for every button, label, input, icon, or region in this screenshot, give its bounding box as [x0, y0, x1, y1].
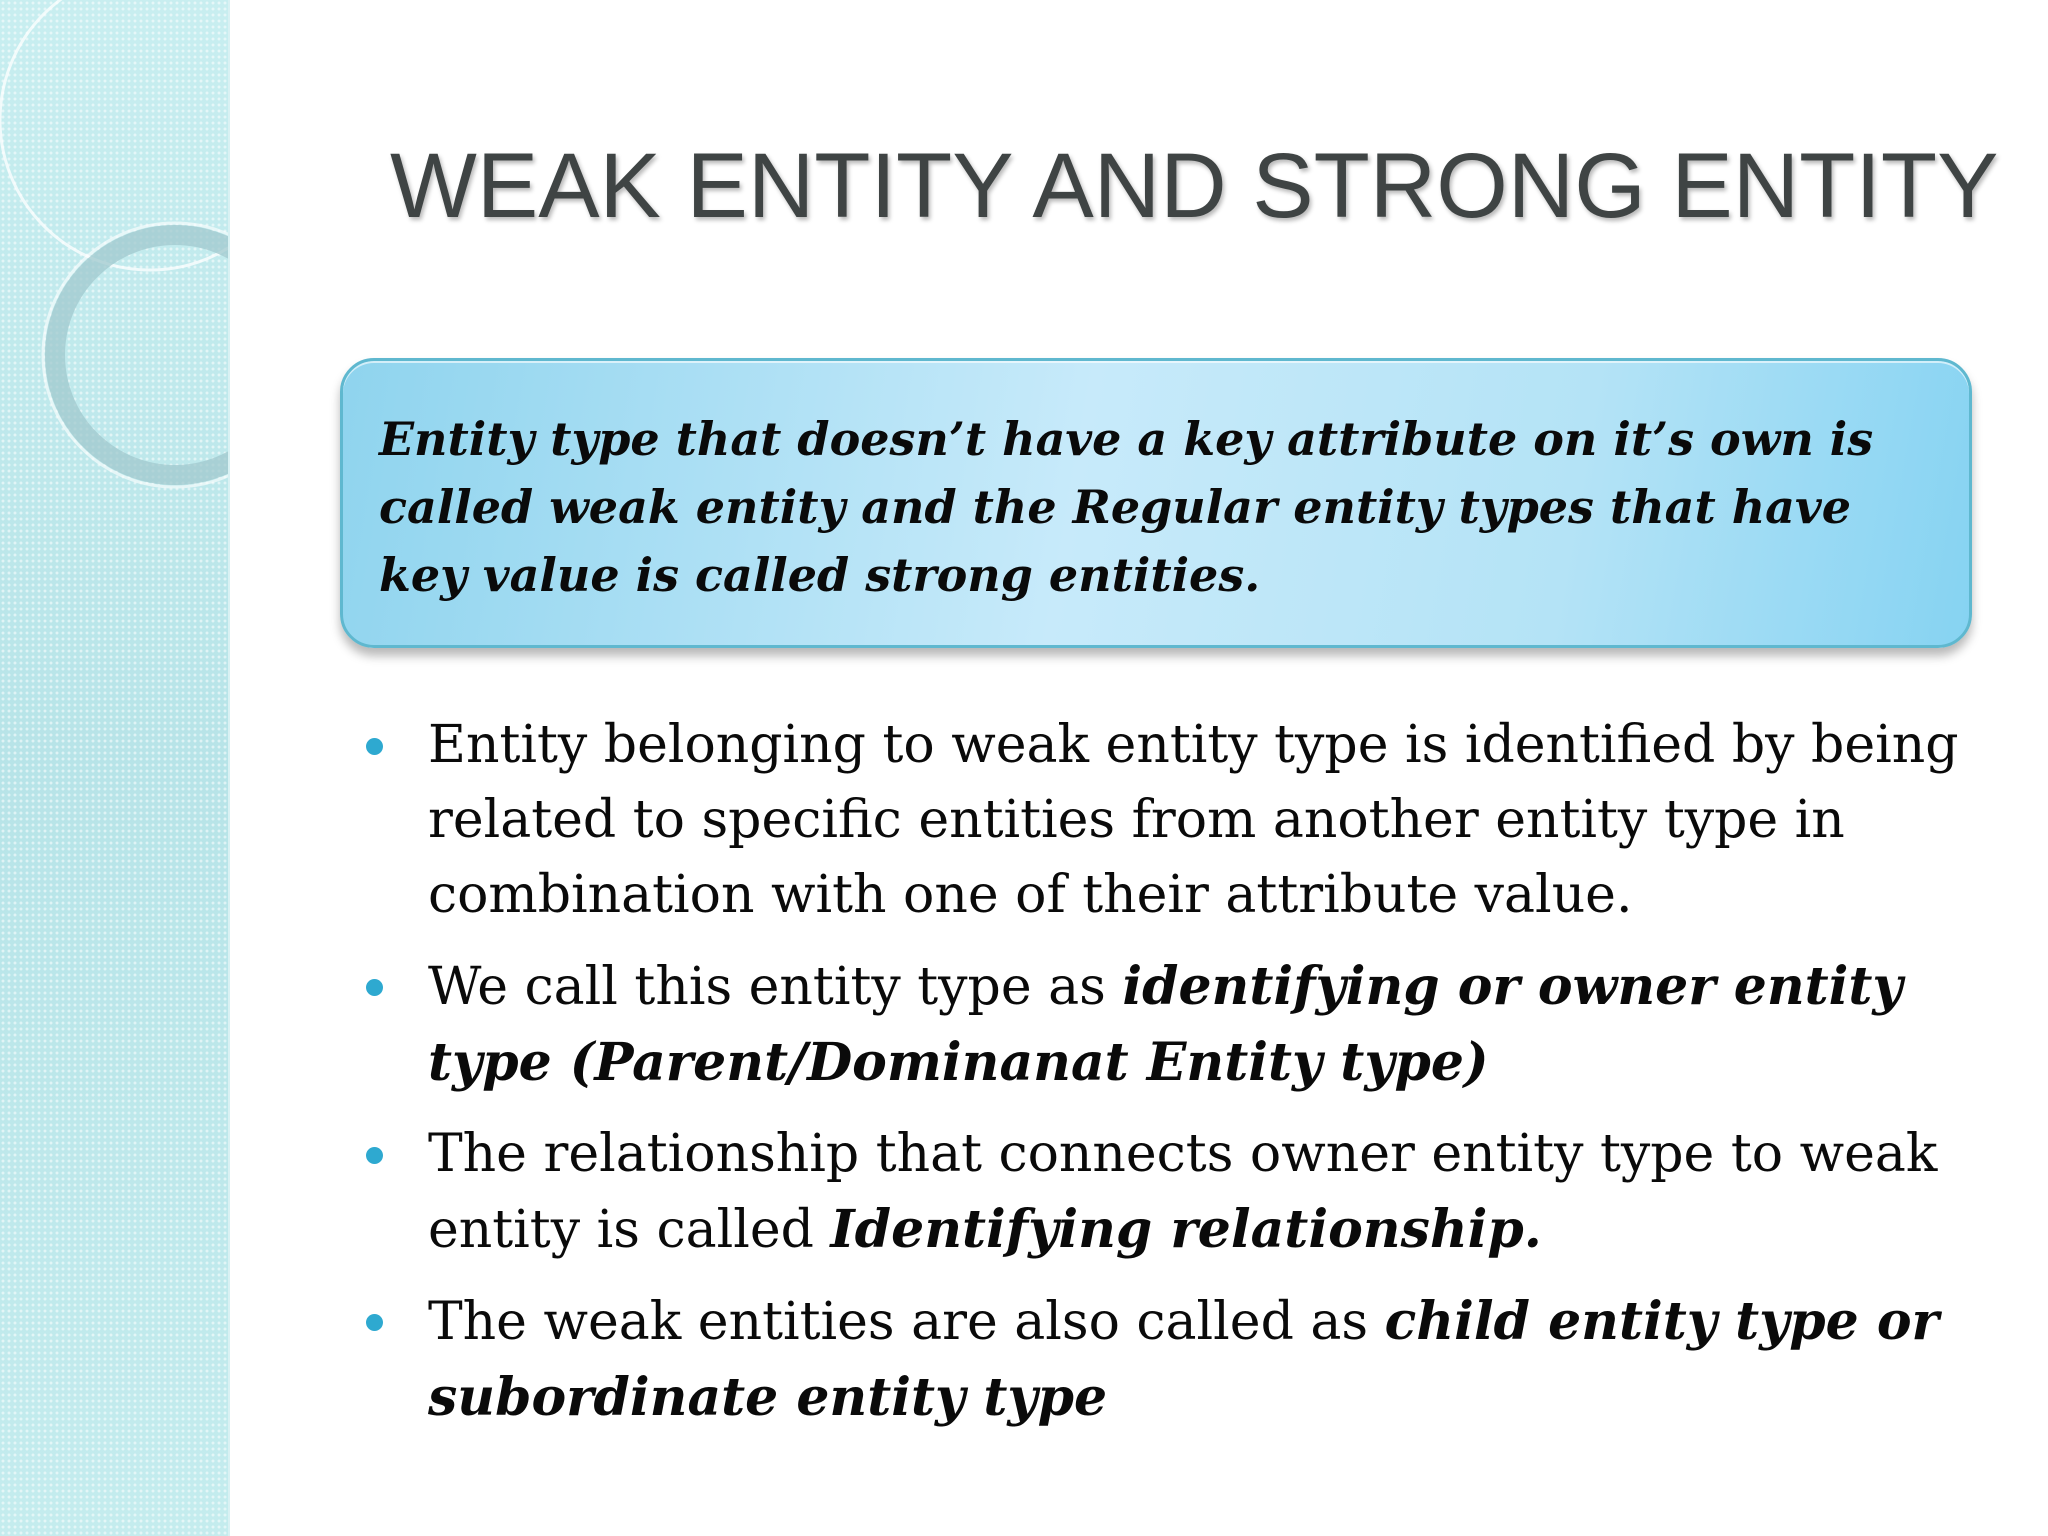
definition-text: Entity type that doesn’t have a key attribute on it’s own is called weak entity and the Regular entity types that have key value is called strong entities.: [379, 412, 1874, 602]
bullet-emphasis: child entity type or subordinate entity type: [428, 1291, 1939, 1428]
bullet-item: [360, 708, 2000, 933]
decorative-circles: [0, 0, 228, 1536]
bullet-dot-icon: [366, 738, 383, 755]
decorative-side-panel: [0, 0, 230, 1536]
bullet-dot-icon: [366, 1314, 383, 1331]
bullet-item: [360, 949, 2000, 1101]
bullet-item: [360, 1117, 2000, 1268]
bullet-text: Entity belonging to weak entity type is identified by being related to specific entities from another entity type in combination with one of their attribute value.: [428, 715, 1959, 925]
bullet-text: The relationship that connects owner entity type to weak entity is called: [428, 1124, 1938, 1260]
definition-box: [340, 358, 1972, 648]
bullet-emphasis: identifying or owner entity type (Parent/Dominanat Entity type): [428, 956, 1903, 1093]
bullet-dot-icon: [366, 1147, 383, 1164]
bullet-text: We call this entity type as: [428, 957, 1123, 1017]
bullet-list: [360, 708, 2000, 1452]
bullet-text: The weak entities are also called as: [428, 1292, 1385, 1352]
bullet-item: [360, 1284, 2000, 1436]
bullet-emphasis: Identifying relationship.: [830, 1199, 1542, 1260]
bullet-dot-icon: [366, 979, 383, 996]
slide-title: WEAK ENTITY AND STRONG ENTITY: [390, 135, 1999, 237]
